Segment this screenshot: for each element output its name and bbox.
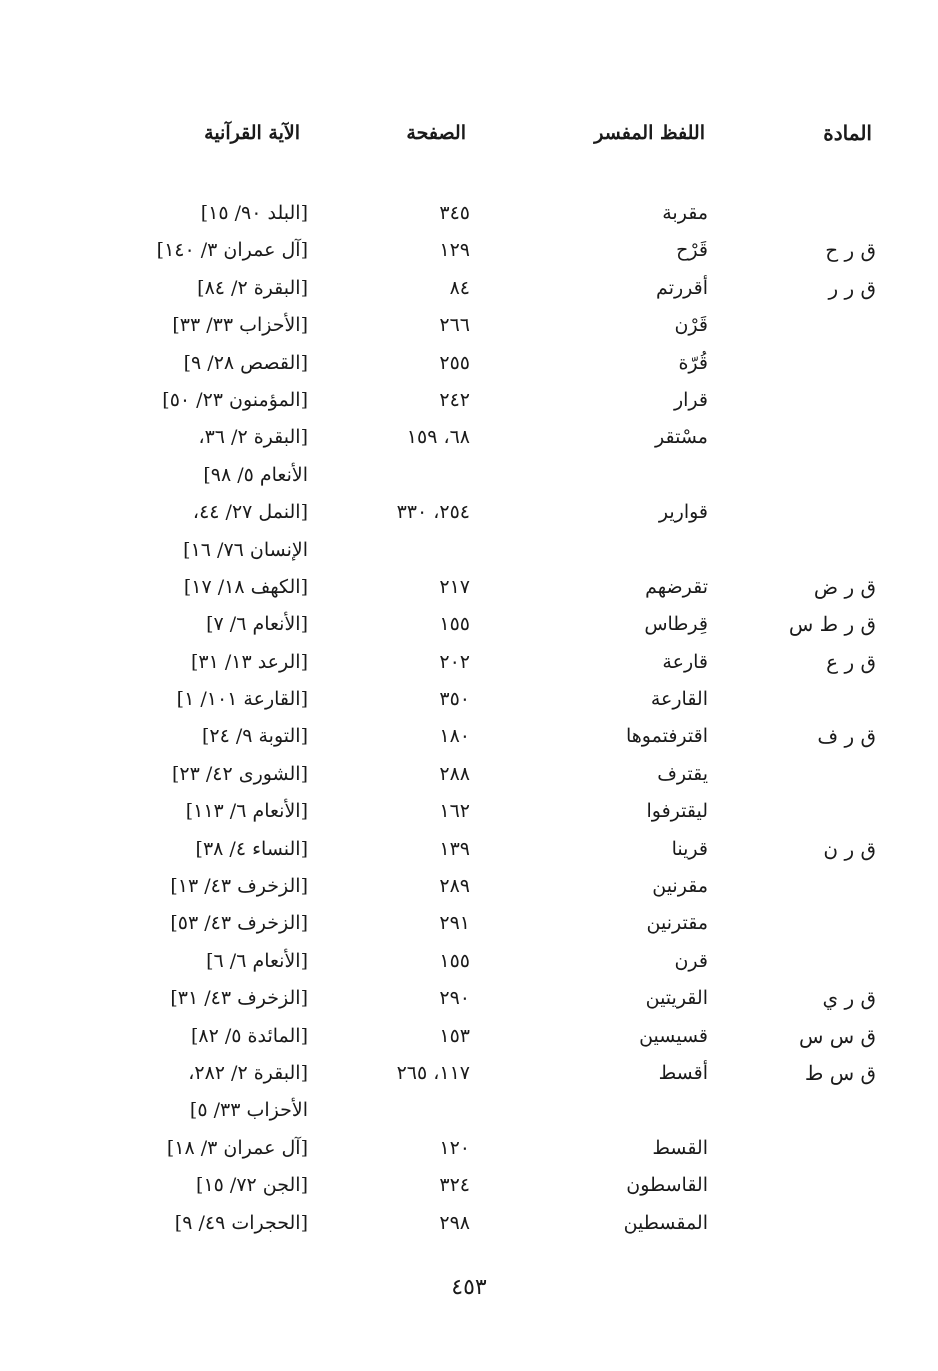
verse-cell: [الشورى ٤٢/ ٢٣] [171, 762, 308, 785]
table-header [0, 116, 938, 150]
header-verse: الآية القرآنية [204, 122, 300, 144]
word-cell: القاسطون [626, 1174, 708, 1197]
table-row [0, 195, 938, 232]
word-cell: يقترف [657, 762, 708, 785]
verse-cell: [المائدة ٥/ ٨٢] [190, 1024, 308, 1047]
verse-cell: [البلد ٩٠/ ١٥] [200, 202, 308, 224]
verse-cell: [الجن ٧٢/ ١٥] [196, 1174, 308, 1197]
table-row [0, 905, 938, 942]
root-cell: ق ر ط س [788, 612, 876, 637]
table-row [0, 831, 938, 868]
table-row [0, 457, 938, 494]
root-cell: ق س ط [804, 1060, 876, 1085]
word-cell: قِرطاس [644, 613, 708, 636]
header-page: الصفحة [406, 122, 466, 144]
page-ref-cell: ٢٩٠ [439, 987, 470, 1010]
page-ref-cell: ١٣٩ [439, 837, 470, 860]
word-cell: القسط [652, 1136, 708, 1159]
root-cell: ق ر ع [826, 649, 876, 674]
verse-cell: [الزخرف ٤٣/ ١٣] [170, 875, 308, 898]
page-ref-cell: ٣٥٠ [439, 688, 470, 711]
word-cell: قوارير [658, 501, 708, 524]
table-row [0, 1167, 938, 1204]
page-ref-cell: ٢٤٢ [439, 388, 470, 411]
table-row [0, 1130, 938, 1167]
table-row [0, 943, 938, 980]
page-ref-cell: ٢٨٩ [439, 875, 470, 898]
page-ref-cell: ٢٩١ [439, 912, 470, 935]
word-cell: قُرّة [678, 351, 708, 374]
word-cell: مقرنين [652, 875, 708, 898]
verse-cell: [البقرة ٢/ ٨٤] [197, 276, 308, 299]
table-row [0, 868, 938, 905]
table-row [0, 1092, 938, 1129]
word-cell: قسيسين [639, 1024, 708, 1047]
page-ref-cell: ١٢٩ [439, 239, 470, 262]
table-row [0, 307, 938, 344]
page-ref-cell: ١٦٢ [439, 800, 470, 823]
table-row [0, 606, 938, 643]
word-cell: اقترفتموها [625, 725, 708, 748]
table-row [0, 980, 938, 1017]
page-ref-cell: ٦٨، ١٥٩ [406, 426, 470, 449]
table-body [0, 195, 938, 1242]
page-ref-cell: ٢١٧ [439, 575, 470, 598]
verse-cell: [آل عمران ٣/ ١٤٠] [156, 239, 308, 262]
page-ref-cell: ١٨٠ [439, 725, 470, 748]
table-row [0, 532, 938, 569]
verse-cell: [النساء ٤/ ٣٨] [195, 837, 308, 860]
table-row [0, 1018, 938, 1055]
page-ref-cell: ٢٠٢ [439, 650, 470, 673]
verse-cell: [الحجرات ٤٩/ ٩] [174, 1211, 308, 1234]
page-ref-cell: ٣٤٥ [439, 202, 470, 224]
verse-cell: [النمل ٢٧/ ٤٤، [192, 501, 308, 524]
verse-cell: [الأنعام ٦/ ١١٣] [185, 800, 308, 823]
table-row [0, 644, 938, 681]
word-cell: أقررتم [656, 276, 708, 299]
verse-cell: [القصص ٢٨/ ٩] [183, 351, 308, 374]
verse-cell: [الأنعام ٦/ ٦] [206, 949, 308, 972]
word-cell: قَرْن [674, 314, 708, 337]
page-ref-cell: ٣٢٤ [439, 1174, 470, 1197]
header-root: المادة [823, 121, 872, 145]
verse-cell: [المؤمنون ٢٣/ ٥٠] [162, 388, 308, 411]
word-cell: قَرْح [676, 239, 708, 262]
table-row [0, 718, 938, 755]
root-cell: ق ر ف [817, 724, 876, 749]
page-ref-cell: ١١٧، ٢٦٥ [396, 1061, 470, 1084]
verse-cell: [القارعة ١٠١/ ١] [176, 688, 308, 711]
verse-cell: [الأنعام ٦/ ٧] [206, 613, 308, 636]
word-cell: أقسط [658, 1061, 708, 1084]
table-row [0, 494, 938, 531]
verse-cell: [البقرة ٢/ ٣٦، [198, 426, 308, 449]
page-ref-cell: ٢٨٨ [439, 762, 470, 785]
verse-cell: [الأحزاب ٣٣/ ٣٣] [172, 314, 308, 337]
root-cell: ق س س [798, 1023, 876, 1048]
page-ref-cell: ١٢٠ [439, 1136, 470, 1159]
root-cell: ق ر ح [825, 238, 876, 263]
word-cell: مقترنين [646, 912, 708, 935]
page-ref-cell: ٢٦٦ [439, 314, 470, 337]
word-cell: المقسطين [623, 1211, 708, 1234]
verse-cell: [آل عمران ٣/ ١٨] [166, 1136, 308, 1159]
table-row [0, 793, 938, 830]
page-ref-cell: ٨٤ [449, 276, 470, 299]
word-cell: مقربة [662, 202, 708, 224]
table-row [0, 681, 938, 718]
page-ref-cell: ٢٥٤، ٣٣٠ [396, 501, 470, 524]
verse-cell: الأنعام ٥/ ٩٨] [203, 463, 308, 486]
table-row [0, 1205, 938, 1242]
word-cell: مسْتقر [655, 426, 708, 449]
page-ref-cell: ٢٩٨ [439, 1211, 470, 1234]
word-cell: ليقترفوا [646, 800, 708, 823]
root-cell: ق ر ر [828, 275, 876, 300]
root-cell: ق ر ي [822, 986, 876, 1011]
page-ref-cell: ٢٥٥ [439, 351, 470, 374]
word-cell: قرينا [671, 837, 708, 860]
verse-cell: الإنسان ٧٦/ ١٦] [183, 538, 308, 561]
table-row [0, 756, 938, 793]
word-cell: القارعة [650, 688, 708, 711]
verse-cell: [التوبة ٩/ ٢٤] [201, 725, 308, 748]
page-ref-cell: ١٥٣ [439, 1024, 470, 1047]
table-row [0, 569, 938, 606]
page-number: ٤٥٣ [451, 1275, 487, 1300]
table-row [0, 232, 938, 269]
verse-cell: الأحزاب ٣٣/ ٥] [189, 1099, 308, 1122]
table-row [0, 270, 938, 307]
word-cell: القريتين [645, 987, 708, 1010]
word-cell: قرن [674, 949, 708, 972]
table-row [0, 1055, 938, 1092]
header-word: اللفظ المفسر [594, 122, 705, 144]
verse-cell: [الكهف ١٨/ ١٧] [183, 575, 308, 598]
root-cell: ق ر ن [823, 836, 876, 861]
page-ref-cell: ١٥٥ [439, 949, 470, 972]
table-row [0, 382, 938, 419]
root-cell: ق ر ض [813, 574, 876, 599]
verse-cell: [الرعد ١٣/ ٣١] [190, 650, 308, 673]
word-cell: قرار [673, 388, 708, 411]
verse-cell: [الزخرف ٤٣/ ٣١] [170, 987, 308, 1010]
word-cell: تقرضهم [645, 575, 708, 598]
verse-cell: [الزخرف ٤٣/ ٥٣] [170, 912, 308, 935]
page-ref-cell: ١٥٥ [439, 613, 470, 636]
word-cell: قارعة [662, 650, 708, 673]
table-row [0, 345, 938, 382]
table-row [0, 419, 938, 456]
verse-cell: [البقرة ٢/ ٢٨٢، [188, 1061, 308, 1084]
